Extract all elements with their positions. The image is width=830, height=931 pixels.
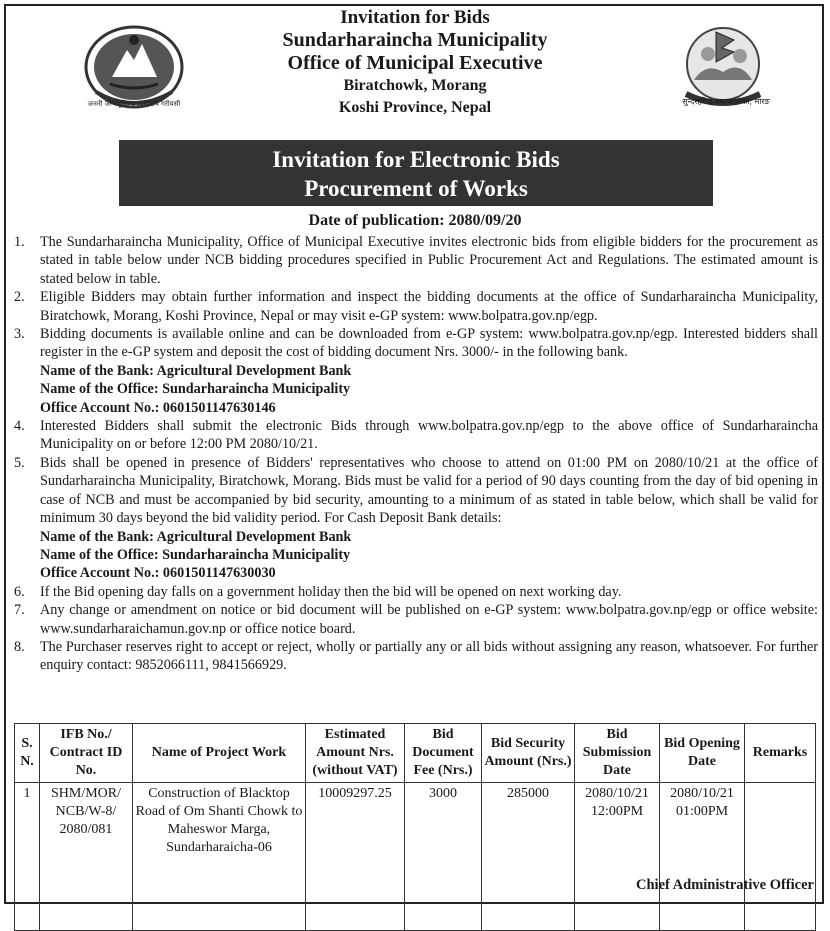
col-opening: Bid Opening Date xyxy=(660,724,745,783)
item-number: 1. xyxy=(14,234,25,250)
cell-submission: 2080/10/21 12:00PM xyxy=(575,783,660,931)
bid-table xyxy=(14,723,816,931)
notice-header xyxy=(0,6,830,119)
header-municipality: Sundarharaincha Municipality xyxy=(282,29,548,51)
cell-remarks xyxy=(745,783,816,931)
cell-project: Construction of Blacktop Road of Om Shanti Chowk to Maheswor Marga, Sundarharaicha-06 xyxy=(133,783,306,931)
emblem-right-caption: सुन्दरहरैंचा नगरपालिका, मोरङ xyxy=(682,97,770,106)
item-number: 2. xyxy=(14,289,25,306)
account-number: Office Account No.: 0601501147630030 xyxy=(40,565,276,582)
col-remarks: Remarks xyxy=(745,724,816,783)
item-text: Any change or amendment on notice or bid document will be published on e-GP system: www.bolpatra.gov.np/egp or office website: www.sundarharaichamun.gov.np or office notice board. xyxy=(40,602,818,637)
header-title: Invitation for Bids xyxy=(340,7,490,28)
list-item xyxy=(12,288,818,325)
header-province: Koshi Province, Nepal xyxy=(338,99,492,116)
cell-security: 285000 xyxy=(482,783,575,931)
header-address: Biratchowk, Morang xyxy=(343,77,487,94)
item-number: 4. xyxy=(14,418,25,435)
banner-line1: Invitation for Electronic Bids xyxy=(272,147,560,172)
banner-line2: Procurement of Works xyxy=(304,176,528,201)
table-header-row xyxy=(15,724,816,783)
col-ifb: IFB No./ Contract ID No. xyxy=(40,724,133,783)
signatory: Chief Administrative Officer xyxy=(636,877,814,893)
title-banner xyxy=(119,140,713,206)
cell-ifb: SHM/MOR/ NCB/W-8/ 2080/081 xyxy=(40,783,133,931)
header-office: Office of Municipal Executive xyxy=(287,52,543,74)
account-number: Office Account No.: 0601501147630146 xyxy=(40,399,276,416)
item-number: 7. xyxy=(14,602,25,619)
svg-text:जननी जन्मभूमिश्च स्वर्गादपि गर: जननी जन्मभूमिश्च स्वर्गादपि गरीयसी xyxy=(87,100,181,108)
cell-doc-fee: 3000 xyxy=(405,783,482,931)
notice-body xyxy=(12,233,818,675)
list-item xyxy=(12,454,818,583)
cell-opening: 2080/10/21 01:00PM xyxy=(660,783,745,931)
bank-name: Name of the Bank: Agricultural Development Bank xyxy=(40,362,352,379)
cell-sn: 1 xyxy=(15,783,40,931)
list-item xyxy=(12,417,818,454)
item-text: Eligible Bidders may obtain further information and inspect the bidding documents at the office of Sundarharaincha Municipality, Biratchowk, Morang, Koshi Province, Nepal or may visit e-GP system: www.bolpatra.gov.np/egp. xyxy=(40,289,818,324)
col-security: Bid Security Amount (Nrs.) xyxy=(482,724,575,783)
col-project: Name of Project Work xyxy=(133,724,306,783)
item-text: The Purchaser reserves right to accept or reject, wholly or partially any or all bids without assigning any reason, whatsoever. For further enquiry contact: 9852066111, 9841566929. xyxy=(40,638,818,674)
cell-estimated: 10009297.25 xyxy=(306,783,405,931)
item-text: The Sundarharaincha Municipality, Office of Municipal Executive invites electronic bids from eligible bidders for the procurement as stated in table below under NCB bidding procedures specified in Public Procurement Act and Regulations. The estimated amount is stated below in table. xyxy=(40,234,818,287)
col-sn: S. N. xyxy=(15,724,40,783)
bank-name: Name of the Bank: Agricultural Development Bank xyxy=(40,528,352,545)
item-text: If the Bid opening day falls on a government holiday then the bid will be opened on next working day. xyxy=(40,583,622,600)
list-item xyxy=(12,638,818,675)
list-item xyxy=(12,583,818,601)
office-name: Name of the Office: Sundarharaincha Municipality xyxy=(40,546,351,563)
item-number: 3. xyxy=(14,326,25,343)
col-doc-fee: Bid Document Fee (Nrs.) xyxy=(405,724,482,783)
item-number: 6. xyxy=(14,583,25,600)
publication-date: Date of publication: 2080/09/20 xyxy=(308,212,522,229)
list-item xyxy=(12,601,818,638)
col-submission: Bid Submission Date xyxy=(575,724,660,783)
office-name: Name of the Office: Sundarharaincha Municipality xyxy=(40,381,351,398)
item-number: 5. xyxy=(14,454,25,471)
item-text: Bidding documents is available online and can be downloaded from e-GP system: www.bolpatra.gov.np/egp. Interested bidders shall register in the e-GP system and deposit the cost of bidding document Nrs. 3000/- in the following bank. xyxy=(40,326,818,361)
table-row xyxy=(15,783,816,931)
col-estimated: Estimated Amount Nrs. (without VAT) xyxy=(306,724,405,783)
item-text: Interested Bidders shall submit the electronic Bids through www.bolpatra.gov.np/egp to the above office of Sundarharaincha Municipality on or before 12:00 PM 2080/10/21. xyxy=(40,418,818,453)
item-text: Bids shall be opened in presence of Bidders' representatives who choose to attend on 01:00 PM on 2080/10/21 at the office of Sundarharaincha Municipality, Biratchowk, Morang. Bids must be valid for a period of 90 days counting from the day of bid opening in case of NCB and must be accompanied by bid security, amounting to a minimum of as stated in table below, which shall be valid for minimum 30 days beyond the bid validity period. For Cash Deposit Bank details: xyxy=(40,454,818,527)
list-item xyxy=(12,325,818,417)
item-number: 8. xyxy=(14,638,25,655)
list-item xyxy=(12,233,818,288)
